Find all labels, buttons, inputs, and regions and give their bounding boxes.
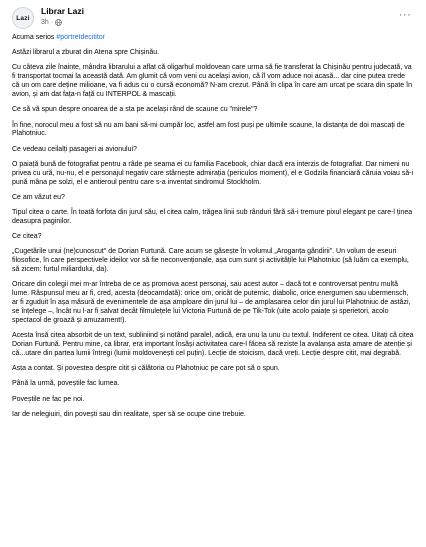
- post-body: [12, 34, 414, 420]
- post-paragraph: Iar de nelegiuiri, din povești sau din realitate, sper să se ocupe cine trebuie.: [12, 410, 246, 418]
- post-intro: [12, 34, 414, 43]
- post-paragraph: Ce citea?: [12, 233, 42, 241]
- post-paragraph: Până la urmă, poveștile fac lumea.: [12, 380, 120, 388]
- avatar-text: Lazi: [16, 14, 30, 22]
- post-paragraph: „Cugetările unui (ne)cunoscut" de Dorian Furtună. Care acum se găsește în volumul „Aroganța gândirii". Un volum de eseuri filosofice, în care perspectivele ideilor vor să fie neconvenționale, așa cum sunt și activitățile lui Plahotniuc (să luăm ca exemplu, să zicem: furtul miliardului, da).: [12, 248, 409, 274]
- post-paragraph: Ce să vă spun despre onoarea de a sta pe același rând de scaune cu "mirele"?: [12, 106, 258, 114]
- post-paragraph: Astăzi librarul a zburat din Atena spre Chișinău.: [12, 49, 160, 57]
- separator-dot: ·: [50, 18, 54, 26]
- more-options-icon[interactable]: ···: [398, 9, 412, 21]
- globe-icon[interactable]: [55, 19, 62, 26]
- post-paragraph: Acesta însă citea absorbit de un text, subliniind și notând paralel, adică, era unu la unu cu textul. Indiferent ce citea. Uitați că citea Dorian Furtună. Pentru mine, ca librar, era important însăși activitatea care-l făcea să reziste la avalanșa asta amare de atenție și că...utare din partea lumii întregi (lumii moldovenești cel puțin). Lecție de stoicism, dacă vreți. Lecție despre citit, mai degrabă.: [12, 332, 414, 358]
- post-paragraph: Ce vedeau ceilalți pasageri ai avionului?: [12, 145, 137, 153]
- intro-text: Acuma serios: [12, 34, 57, 41]
- post-timestamp[interactable]: 3h: [41, 18, 49, 26]
- post-meta: [41, 6, 396, 26]
- post-subline: [41, 19, 396, 26]
- page-avatar[interactable]: [12, 7, 34, 29]
- post-paragraph: Tipul citea o carte. În toată forfota din jurul său, el citea calm, trăgea linii sub rânduri fără să-i tremure pixul elegant pe care-l ținea deasupra paginilor.: [12, 209, 413, 225]
- post-paragraph: Ce am văzut eu?: [12, 193, 65, 201]
- post-paragraph: O paiață bună de fotografiat pentru a râde pe seama ei cu familia Facebook, chiar dacă era interzis de fotografiat. Dar nimeni nu privea cu ură, nu-nu, el e personajul negativ care stârnește admirația (periculos moment), el e Godzila financiară căruia voiau să-i pună mâna pe solzi, el e antieroul pentru care s-a inventat sindromul Stockholm.: [12, 160, 414, 186]
- post-paragraph: Poveștile ne fac pe noi.: [12, 395, 85, 403]
- hashtag-link[interactable]: #portretdecititor: [56, 34, 105, 41]
- page-name-link[interactable]: Librar Lazi: [41, 6, 84, 16]
- post-paragraph: Oricare din colegii mei m-ar întreba de ce aș promova acest personaj, sau acest autor – dacă tot e controversat pentru multă lume. Răspunsul meu ar fi, cred, acesta (deocamdată): orice om, oricât de puternic, diabolic, orice energumen sau ubermensch, ar fi zguduit în așa măsură de evenimentele de așa amploare din jurul lui – de amplasarea celor din jurul lui Plahotniuc de astăzi, se înțelege –, încât nu l-ar fi salvat decât filmulețele lui Victoria Furtună de pe Tik-Tok (uite acolo paiațe și sperietori, acolo spectacol de groază și amuzament!).: [12, 281, 411, 325]
- post-header: [12, 6, 414, 32]
- post-paragraph: Asta a contat. Și povestea despre citit și călătoria cu Plahotniuc pe care pot să o spun.: [12, 365, 280, 373]
- post-paragraph: În fine, norocul meu a fost să nu am bani să-mi cumpăr loc, astfel am fost puși pe ultimile scaune, la distanța de doi mascați de Plahotniuc.: [12, 121, 405, 138]
- post-paragraph: Cu câteva zile înainte, mândra librarului a aflat că oligarhul moldovean care urma să fie transferat la Chișinău pentru judecată, va fi transportat tocmai la această dată. Am glumit că vom veni cu același avion, că îl vom aduce noi acasă... dar cine putea crede că un om care deține milioane, va fi adus cu o cursă economă? N-am crezut. Până în clipa în care am urcat pe scara din spate în avion, și am dat fața-n față cu INTERPOL & mascații.: [12, 64, 412, 99]
